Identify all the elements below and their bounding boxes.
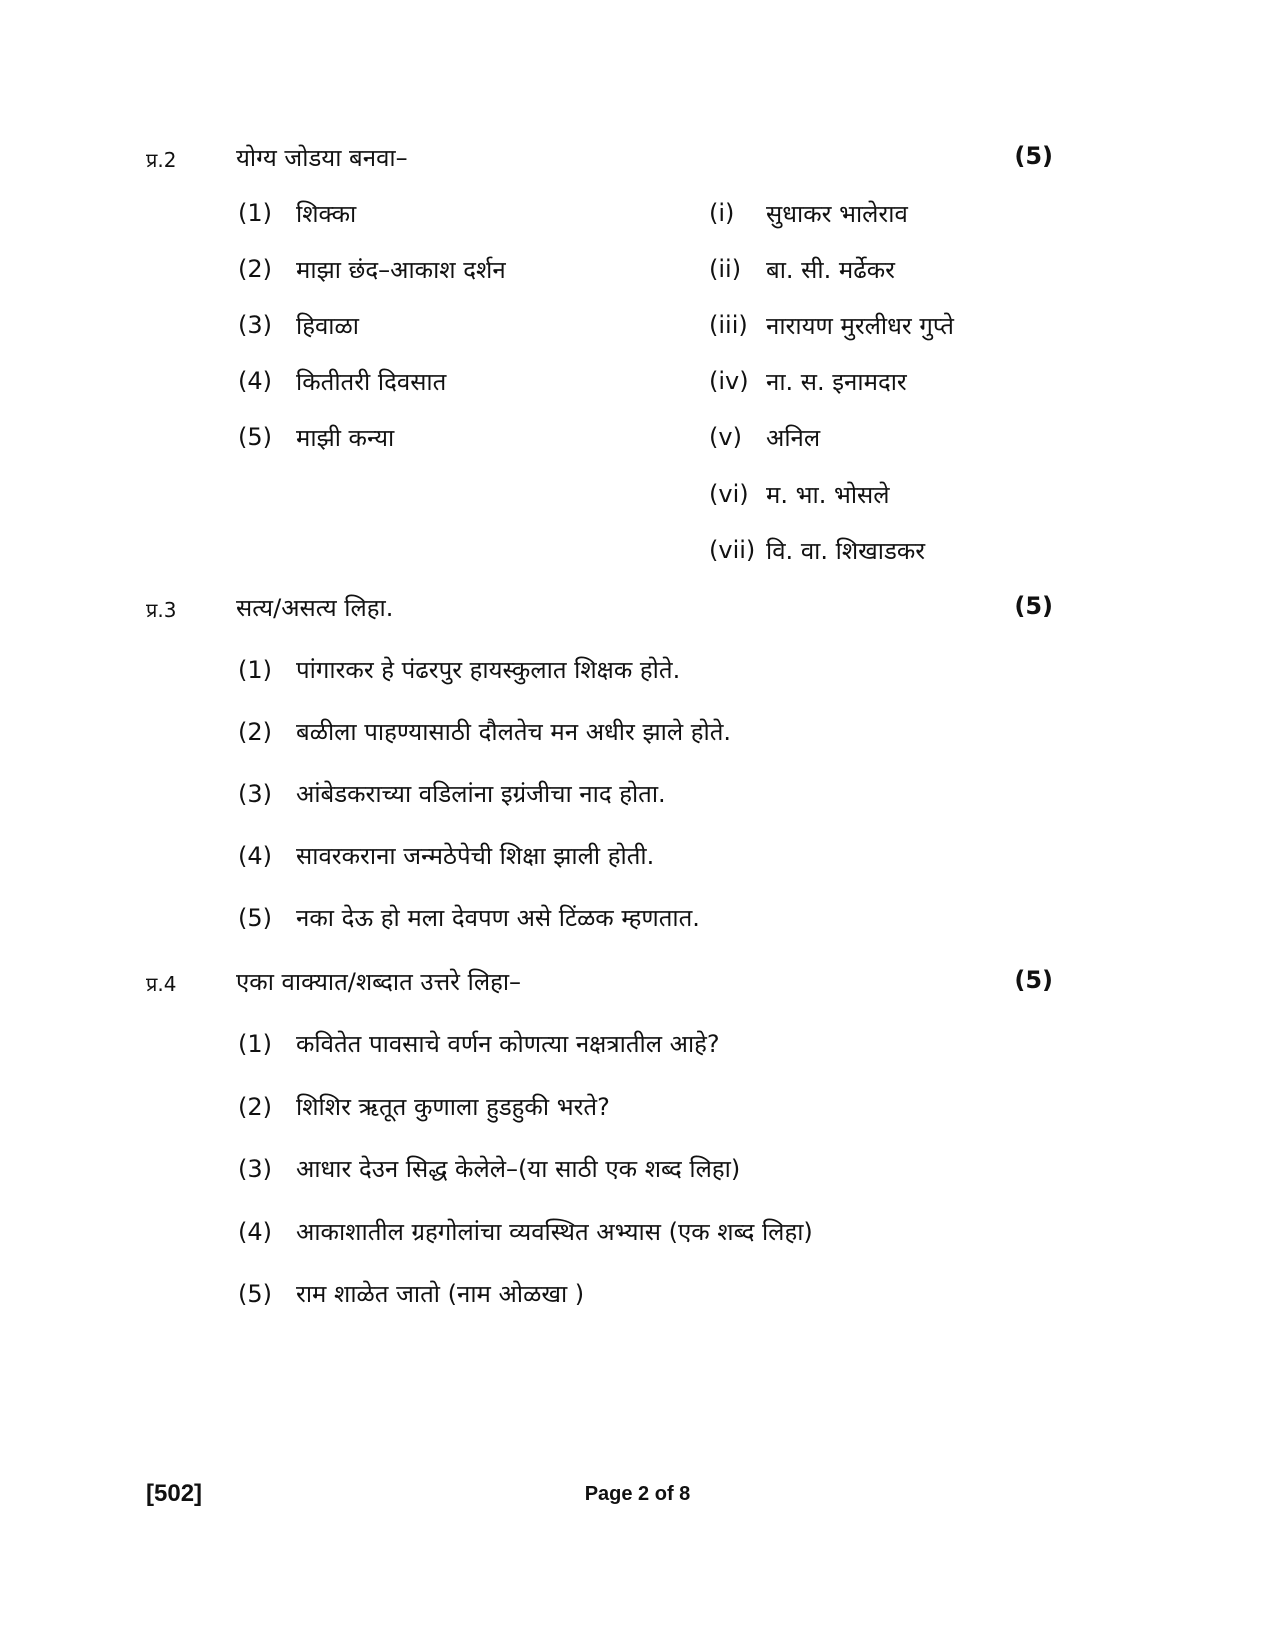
q4-item-num: (2) [238, 1093, 272, 1121]
q2-right-num: (ii) [709, 255, 742, 283]
q2-right-num: (vi) [709, 480, 749, 508]
q4-item-num: (5) [238, 1280, 272, 1308]
q2-right-num: (vii) [709, 536, 756, 564]
q4-item: कवितेत पावसाचे वर्णन कोणत्या नक्षत्रातील आहे? [296, 1030, 720, 1058]
q2-left-item: हिवाळा [296, 312, 359, 340]
q4-title: एका वाक्यात/शब्दात उत्तरे लिहा– [236, 968, 522, 996]
q2-right-num: (i) [709, 199, 735, 227]
q3-item-num: (4) [238, 842, 272, 870]
q2-number: प्र.2 [146, 148, 177, 172]
q2-left-item: शिक्का [296, 200, 357, 228]
q2-right-item: वि. वा. शिखाडकर [766, 537, 926, 565]
q3-item: पांगारकर हे पंढरपुर हायस्कुलात शिक्षक होते. [296, 656, 681, 684]
q2-left-num: (1) [238, 199, 272, 227]
q2-marks: (5) [1014, 142, 1053, 170]
q3-item: आंबेडकराच्या वडिलांना इग्रंजीचा नाद होता. [296, 780, 666, 808]
q2-left-item: माझी कन्या [296, 424, 395, 452]
q2-right-item: बा. सी. मर्ढेकर [766, 256, 895, 284]
q2-right-num: (iv) [709, 367, 749, 395]
q2-left-item: माझा छंद–आकाश दर्शन [296, 256, 506, 284]
q3-item: नका देऊ हो मला देवपण असे टिंळक म्हणतात. [296, 904, 700, 932]
paper-code: [502] [146, 1480, 203, 1507]
q2-right-item: नारायण मुरलीधर गुप्ते [766, 312, 954, 340]
q3-item-num: (1) [238, 656, 272, 684]
q4-item: आकाशातील ग्रहगोलांचा व्यवस्थित अभ्यास (एक शब्द लिहा) [296, 1218, 813, 1246]
q4-item-num: (3) [238, 1155, 272, 1183]
q2-title: योग्य जोडया बनवा– [236, 144, 408, 172]
q4-marks: (5) [1014, 966, 1053, 994]
q3-item-num: (5) [238, 904, 272, 932]
q2-left-num: (5) [238, 423, 272, 451]
q4-item: आधार देउन सिद्ध केलेले–(या साठी एक शब्द लिहा) [296, 1155, 741, 1183]
q3-item: बळीला पाहण्यासाठी दौलतेच मन अधीर झाले होते. [296, 718, 732, 746]
q2-right-item: अनिल [766, 424, 821, 452]
q4-item-num: (4) [238, 1218, 272, 1246]
q2-left-item: कितीतरी दिवसात [296, 368, 447, 396]
q3-item-num: (3) [238, 780, 272, 808]
q2-left-num: (4) [238, 367, 272, 395]
q4-item-num: (1) [238, 1030, 272, 1058]
q4-item: राम शाळेत जातो (नाम ओळखा ) [296, 1280, 585, 1308]
q2-right-num: (iii) [709, 311, 748, 339]
q2-right-item: ना. स. इनामदार [766, 368, 907, 396]
q2-right-num: (v) [709, 423, 742, 451]
q4-number: प्र.4 [146, 972, 177, 996]
q4-item: शिशिर ऋतूत कुणाला हुडहुकी भरते? [296, 1093, 610, 1121]
q3-item: सावरकराना जन्मठेपेची शिक्षा झाली होती. [296, 842, 655, 870]
q2-right-item: सुधाकर भालेराव [766, 200, 908, 228]
q3-item-num: (2) [238, 718, 272, 746]
q2-left-num: (3) [238, 311, 272, 339]
q2-right-item: म. भा. भोसले [766, 481, 890, 509]
q3-marks: (5) [1014, 592, 1053, 620]
q2-left-num: (2) [238, 255, 272, 283]
q3-title: सत्य/असत्य लिहा. [236, 594, 394, 622]
page-number: Page 2 of 8 [584, 1483, 691, 1505]
q3-number: प्र.3 [146, 598, 177, 622]
